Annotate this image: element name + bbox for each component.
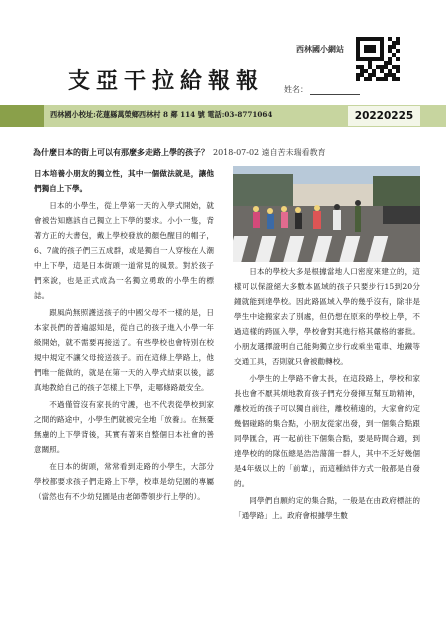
article-headline <box>33 147 433 158</box>
body-paragraph: 在日本的街頭，常常看到走路的小學生，大部分學校都要求孩子們走路上下學，校車是幼兒園的專屬（當然也有不少幼兒園是由老師帶領步行上學的）。 <box>34 462 214 501</box>
banner-accent <box>0 105 44 127</box>
body-paragraph: 跟風尚無照護送孩子的中國父母不一樣的是，日本家長們的普遍認知是，從自己的孩子進入小學一年級開始，就不需要再接送了。有些學校也會特別在校規中規定不讓父母接送孩子。而在這條上學路上，他們唯一能做的，就是在第一天的入學式結束以後，認真地教給自己的孩子怎樣上下學，走哪條路最安全。 <box>34 308 214 392</box>
newspaper-title: 支亞干拉給報報 <box>68 68 265 94</box>
left-column <box>34 166 214 506</box>
headline-text: 為什麼日本的街上可以有那麼多走路上學的孩子？ <box>33 147 209 157</box>
body-paragraph: 小學生的上學路不會太長，在這段路上，學校和家長也會不厭其煩地教育孩子們充分發揮互幫互助精神，離校近的孩子可以獨自前往，離校稍遠的，大家會約定幾個碰路的集合點，小朋友從家出發，到一個集合點跟同學匯合，再一起前往下個集合點，要是時間合適，到達學校的的隊伍總是浩浩蕩蕩一群人，其中不乏好幾個是4年級以上的「前輩」，而這種結伴方式一般都是自發的。 <box>234 374 420 488</box>
name-field <box>284 84 360 95</box>
issue-date: 20220225 <box>348 106 420 126</box>
lead-paragraph: 日本培養小朋友的獨立性，其中一個做法就是，讓他們獨自上下學。 <box>34 169 214 193</box>
body-paragraph: 同學們自願約定的集合點，一般是在由政府標註的「通學路」上。政府會根據學生數 <box>234 496 420 520</box>
article-meta: 2018-07-02 遠自苦未瑞看教育 <box>213 148 326 157</box>
photo-illustration <box>233 166 420 262</box>
qr-code[interactable] <box>356 37 400 81</box>
street-crossing-photo <box>233 166 420 262</box>
body-paragraph: 不過僅管沒有家長的守護，也不代表從學校到家之間的路途中，小學生們就被完全地「放養」。在無憂無慮的上下學背後，其實有著來自整個日本社會的善意關照。 <box>34 400 214 454</box>
body-paragraph: 日本的學校大多是根據當地人口密度來建立的，這樣可以保證絕大多數本區域的孩子只要步行15到20分鐘就能到達學校。因此路區域入學的幾乎沒有，除非是學生中途搬家去了別處，但仍想在原來的學校上學，不過這樣的跨區入學，學校會對其進行格其嚴格的審批。小朋友選擇證明自己能夠獨立步行或乘坐電車、地鐵等交通工具，否則就只會被勸轉校。 <box>234 267 420 366</box>
right-column <box>234 264 420 525</box>
name-label: 姓名： <box>284 85 308 94</box>
school-info: 西林國小校址:花蓮縣萬榮鄉西林村 8 鄰 114 號 電話:03-8771064 <box>50 110 273 119</box>
name-blank-line <box>310 86 360 95</box>
site-name: 西林國小網站 <box>296 44 344 54</box>
body-paragraph: 日本的小學生，從上學第一天的入學式開始，就會被告知應該自己獨立上下學的要求。小小一隻，背著方正的大書包，戴上學校發放的顏色醒目的帽子，6、7歲的孩子們三五成群，或是獨自一人穿梭在人潮中上下學，這是日本街頭一道常見的風景。對於孩子們來說，也是正式成為一名獨立勇敢的小學生的標誌。 <box>34 201 214 300</box>
